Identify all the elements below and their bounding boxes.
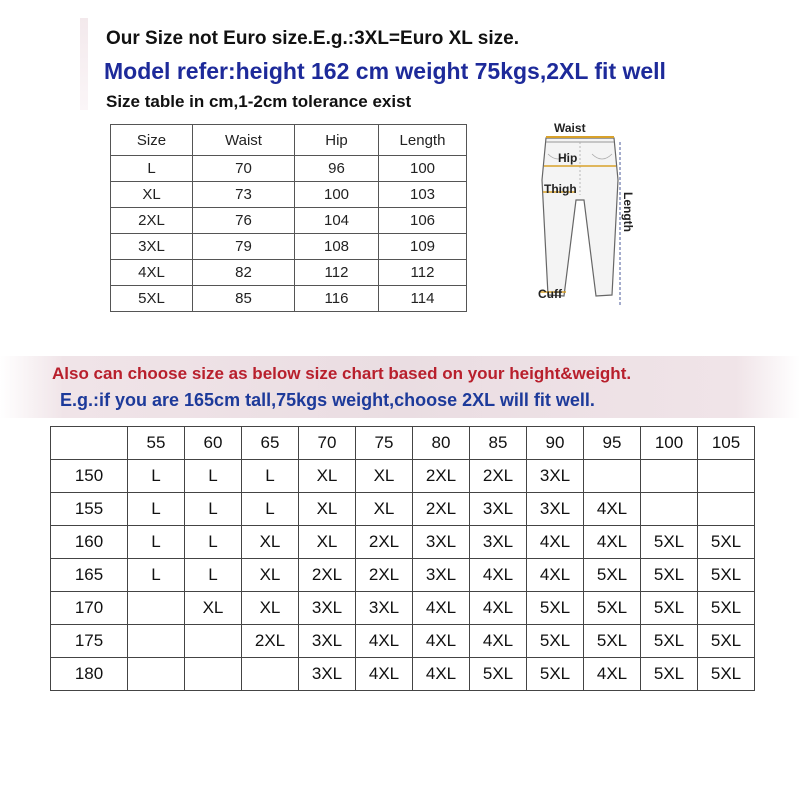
size-recommendation-cell: XL xyxy=(299,526,356,559)
size-recommendation-cell: L xyxy=(185,526,242,559)
weight-header-cell: 55 xyxy=(128,427,185,460)
size-table-row xyxy=(111,260,467,286)
size-recommendation-cell: L xyxy=(185,559,242,592)
size-recommendation-cell: 3XL xyxy=(413,559,470,592)
size-recommendation-cell: 5XL xyxy=(698,592,755,625)
pants-measurement-diagram xyxy=(528,120,648,315)
weight-header-cell: 105 xyxy=(698,427,755,460)
size-recommendation-cell: L xyxy=(128,493,185,526)
size-table-cell: 2XL xyxy=(111,208,193,234)
height-weight-size-table xyxy=(50,426,755,691)
size-table-cell: 112 xyxy=(379,260,467,286)
size-recommendation-cell: 2XL xyxy=(356,526,413,559)
size-recommendation-cell: XL xyxy=(356,493,413,526)
size-table-cell: XL xyxy=(111,182,193,208)
size-recommendation-cell: 5XL xyxy=(698,559,755,592)
size-recommendation-cell: L xyxy=(185,460,242,493)
size-recommendation-cell: 5XL xyxy=(641,592,698,625)
size-table-cell: 106 xyxy=(379,208,467,234)
size-recommendation-cell: 2XL xyxy=(470,460,527,493)
height-cell: 150 xyxy=(51,460,128,493)
size-recommendation-cell: 5XL xyxy=(698,526,755,559)
size-recommendation-cell: 5XL xyxy=(584,592,641,625)
cuff-label: Cuff xyxy=(538,287,562,301)
size-measurement-table xyxy=(110,124,467,312)
weight-header-cell: 65 xyxy=(242,427,299,460)
size-recommendation-cell: 4XL xyxy=(413,592,470,625)
size-recommendation-cell: 5XL xyxy=(584,625,641,658)
height-row xyxy=(51,592,755,625)
size-notice: Our Size not Euro size.E.g.:3XL=Euro XL size. xyxy=(106,28,519,49)
hip-header: Hip xyxy=(295,125,379,156)
size-table-cell: 5XL xyxy=(111,286,193,312)
height-cell: 175 xyxy=(51,625,128,658)
size-recommendation-cell xyxy=(128,592,185,625)
size-recommendation-cell xyxy=(584,460,641,493)
size-recommendation-cell: 2XL xyxy=(299,559,356,592)
size-recommendation-cell: 3XL xyxy=(470,493,527,526)
size-recommendation-cell: 3XL xyxy=(470,526,527,559)
size-recommendation-cell: 4XL xyxy=(413,658,470,691)
weight-header-cell: 70 xyxy=(299,427,356,460)
size-table-cell: 3XL xyxy=(111,234,193,260)
size-recommendation-cell: L xyxy=(242,460,299,493)
size-recommendation-cell: L xyxy=(242,493,299,526)
size-table-cell: 103 xyxy=(379,182,467,208)
model-reference: Model refer:height 162 cm weight 75kgs,2XL fit well xyxy=(104,58,666,84)
height-row xyxy=(51,559,755,592)
size-recommendation-cell: L xyxy=(185,493,242,526)
size-recommendation-cell: 5XL xyxy=(641,526,698,559)
size-recommendation-cell xyxy=(698,460,755,493)
size-recommendation-cell: 2XL xyxy=(242,625,299,658)
tolerance-note: Size table in cm,1-2cm tolerance exist xyxy=(106,92,412,111)
size-recommendation-cell: 5XL xyxy=(584,559,641,592)
size-table-cell: 112 xyxy=(295,260,379,286)
size-recommendation-cell: L xyxy=(128,559,185,592)
size-recommendation-cell: 3XL xyxy=(527,493,584,526)
size-table-row xyxy=(111,156,467,182)
height-row xyxy=(51,625,755,658)
height-cell: 180 xyxy=(51,658,128,691)
size-recommendation-cell: XL xyxy=(299,460,356,493)
size-table-cell: 100 xyxy=(379,156,467,182)
size-recommendation-cell xyxy=(698,493,755,526)
size-recommendation-cell: XL xyxy=(185,592,242,625)
size-recommendation-cell: 3XL xyxy=(413,526,470,559)
size-recommendation-cell: 3XL xyxy=(527,460,584,493)
size-recommendation-cell: 2XL xyxy=(413,493,470,526)
size-recommendation-cell: XL xyxy=(242,559,299,592)
waist-label: Waist xyxy=(554,121,586,135)
size-recommendation-cell xyxy=(185,625,242,658)
size-table-cell: 108 xyxy=(295,234,379,260)
size-recommendation-cell: 3XL xyxy=(299,658,356,691)
weight-header-row xyxy=(51,427,755,460)
size-recommendation-cell: L xyxy=(128,526,185,559)
size-recommendation-cell xyxy=(242,658,299,691)
waist-header: Waist xyxy=(193,125,295,156)
size-recommendation-cell: 5XL xyxy=(641,625,698,658)
length-label: Length xyxy=(621,192,635,232)
height-cell: 170 xyxy=(51,592,128,625)
size-recommendation-cell xyxy=(641,493,698,526)
pants-outline-icon xyxy=(542,138,618,296)
size-header: Size xyxy=(111,125,193,156)
size-recommendation-cell: 2XL xyxy=(413,460,470,493)
size-recommendation-cell: 4XL xyxy=(356,658,413,691)
size-recommendation-cell xyxy=(128,625,185,658)
size-table-cell: 79 xyxy=(193,234,295,260)
height-cell: 165 xyxy=(51,559,128,592)
size-recommendation-cell: 3XL xyxy=(299,625,356,658)
size-table-cell: 114 xyxy=(379,286,467,312)
corner-cell xyxy=(51,427,128,460)
size-table-cell: 96 xyxy=(295,156,379,182)
size-recommendation-cell: XL xyxy=(242,592,299,625)
size-recommendation-cell: 5XL xyxy=(641,658,698,691)
size-recommendation-cell xyxy=(128,658,185,691)
size-recommendation-cell: 4XL xyxy=(356,625,413,658)
size-table-cell: 85 xyxy=(193,286,295,312)
size-recommendation-cell: 4XL xyxy=(470,592,527,625)
size-recommendation-cell: 4XL xyxy=(470,559,527,592)
height-row xyxy=(51,460,755,493)
size-recommendation-cell: 5XL xyxy=(527,625,584,658)
size-table-cell: 82 xyxy=(193,260,295,286)
size-recommendation-cell xyxy=(641,460,698,493)
size-recommendation-cell: 5XL xyxy=(527,658,584,691)
size-recommendation-cell: 4XL xyxy=(413,625,470,658)
size-recommendation-cell: XL xyxy=(356,460,413,493)
size-recommendation-cell: 5XL xyxy=(470,658,527,691)
weight-header-cell: 90 xyxy=(527,427,584,460)
length-header: Length xyxy=(379,125,467,156)
size-table-cell: 100 xyxy=(295,182,379,208)
size-recommendation-cell: 2XL xyxy=(356,559,413,592)
size-recommendation-cell: 5XL xyxy=(698,658,755,691)
size-recommendation-cell: 4XL xyxy=(527,559,584,592)
height-row xyxy=(51,526,755,559)
size-table-cell: L xyxy=(111,156,193,182)
height-cell: 155 xyxy=(51,493,128,526)
height-row xyxy=(51,493,755,526)
weight-header-cell: 60 xyxy=(185,427,242,460)
size-table-cell: 76 xyxy=(193,208,295,234)
size-table-row xyxy=(111,182,467,208)
weight-header-cell: 95 xyxy=(584,427,641,460)
size-recommendation-cell: 3XL xyxy=(299,592,356,625)
thigh-label: Thigh xyxy=(544,182,577,196)
weight-header-cell: 100 xyxy=(641,427,698,460)
size-table-cell: 104 xyxy=(295,208,379,234)
weight-header-cell: 85 xyxy=(470,427,527,460)
notice-accent-bar xyxy=(80,18,88,110)
size-recommendation-cell: 4XL xyxy=(470,625,527,658)
size-table-header-row xyxy=(111,125,467,156)
chart-example: E.g.:if you are 165cm tall,75kgs weight,choose 2XL will fit well. xyxy=(60,390,595,410)
size-recommendation-cell: 5XL xyxy=(641,559,698,592)
weight-header-cell: 80 xyxy=(413,427,470,460)
size-recommendation-cell: 4XL xyxy=(584,658,641,691)
size-table-cell: 109 xyxy=(379,234,467,260)
size-recommendation-cell: L xyxy=(128,460,185,493)
size-recommendation-cell: 3XL xyxy=(356,592,413,625)
size-recommendation-cell: 5XL xyxy=(527,592,584,625)
size-recommendation-cell: 4XL xyxy=(584,526,641,559)
size-recommendation-cell xyxy=(185,658,242,691)
size-recommendation-cell: 4XL xyxy=(584,493,641,526)
size-table-row xyxy=(111,208,467,234)
size-table-cell: 70 xyxy=(193,156,295,182)
chart-intro: Also can choose size as below size chart based on your height&weight. xyxy=(52,364,632,383)
size-table-cell: 73 xyxy=(193,182,295,208)
height-row xyxy=(51,658,755,691)
size-recommendation-cell: XL xyxy=(299,493,356,526)
size-table-row xyxy=(111,286,467,312)
hip-label: Hip xyxy=(558,151,578,165)
size-table-row xyxy=(111,234,467,260)
height-cell: 160 xyxy=(51,526,128,559)
size-recommendation-cell: 4XL xyxy=(527,526,584,559)
size-recommendation-cell: XL xyxy=(242,526,299,559)
size-table-cell: 116 xyxy=(295,286,379,312)
size-table-cell: 4XL xyxy=(111,260,193,286)
size-recommendation-cell: 5XL xyxy=(698,625,755,658)
weight-header-cell: 75 xyxy=(356,427,413,460)
